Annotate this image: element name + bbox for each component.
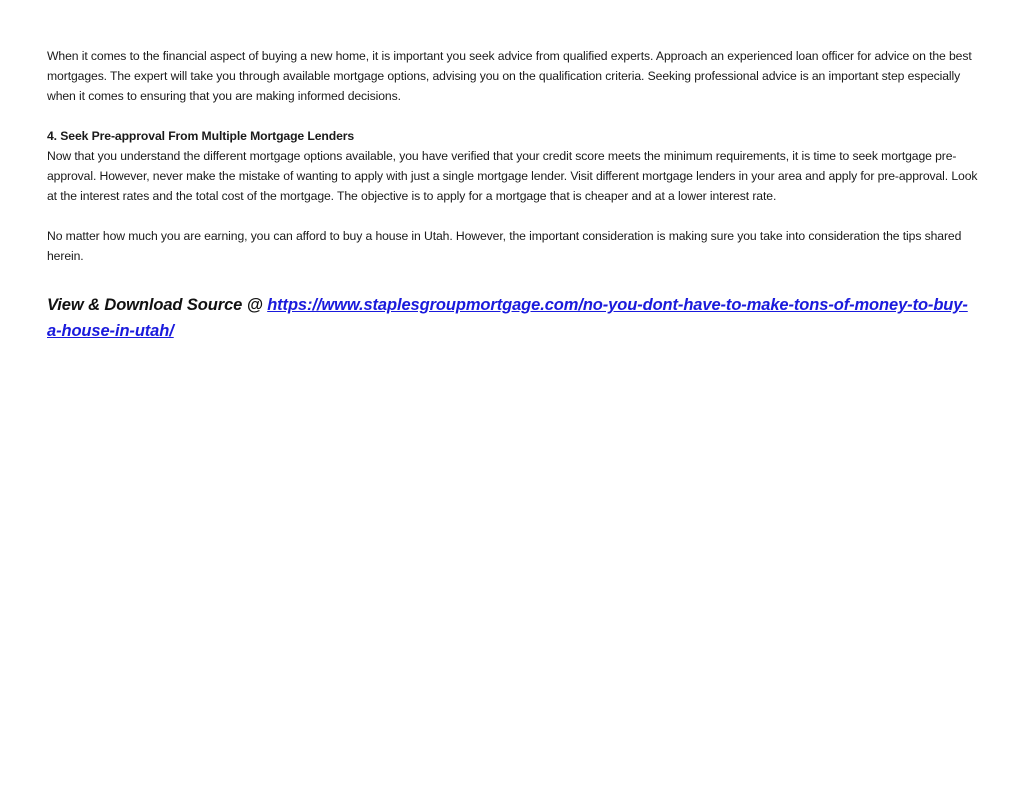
section-body-paragraph: Now that you understand the different mortgage options available, you have verified that your credit score meets the minimum requirements, it is time to seek mortgage pre-approval. However, never make the mistake of wanting to apply with just a single mortgage lender. Visit different mortgage lenders in your area and apply for pre-approval. Look at the interest rates and the total cost of the mortgage. The objective is to apply for a mortgage that is cheaper and at a lower interest rate.: [47, 149, 978, 203]
intro-paragraph: When it comes to the financial aspect of buying a new home, it is important you seek advice from qualified experts. Approach an experienced loan officer for advice on the best mortgages. The expert will take you through available mortgage options, advising you on the qualification criteria. Seeking professional advice is an important step especially when it comes to ensuring that you are making informed decisions.: [47, 49, 972, 103]
document-page: [47, 46, 982, 344]
closing-paragraph: No matter how much you are earning, you can afford to buy a house in Utah. However, the important consideration is making sure you take into consideration the tips shared herein.: [47, 229, 962, 263]
source-link[interactable]: https://www.staplesgroupmortgage.com/no-you-dont-have-to-make-tons-of-money-to-buy-a-house-in-utah/: [47, 296, 968, 340]
section-heading: 4. Seek Pre-approval From Multiple Mortgage Lenders: [47, 129, 355, 143]
source-label: View & Download Source @: [47, 296, 268, 314]
source-line: [47, 292, 982, 344]
